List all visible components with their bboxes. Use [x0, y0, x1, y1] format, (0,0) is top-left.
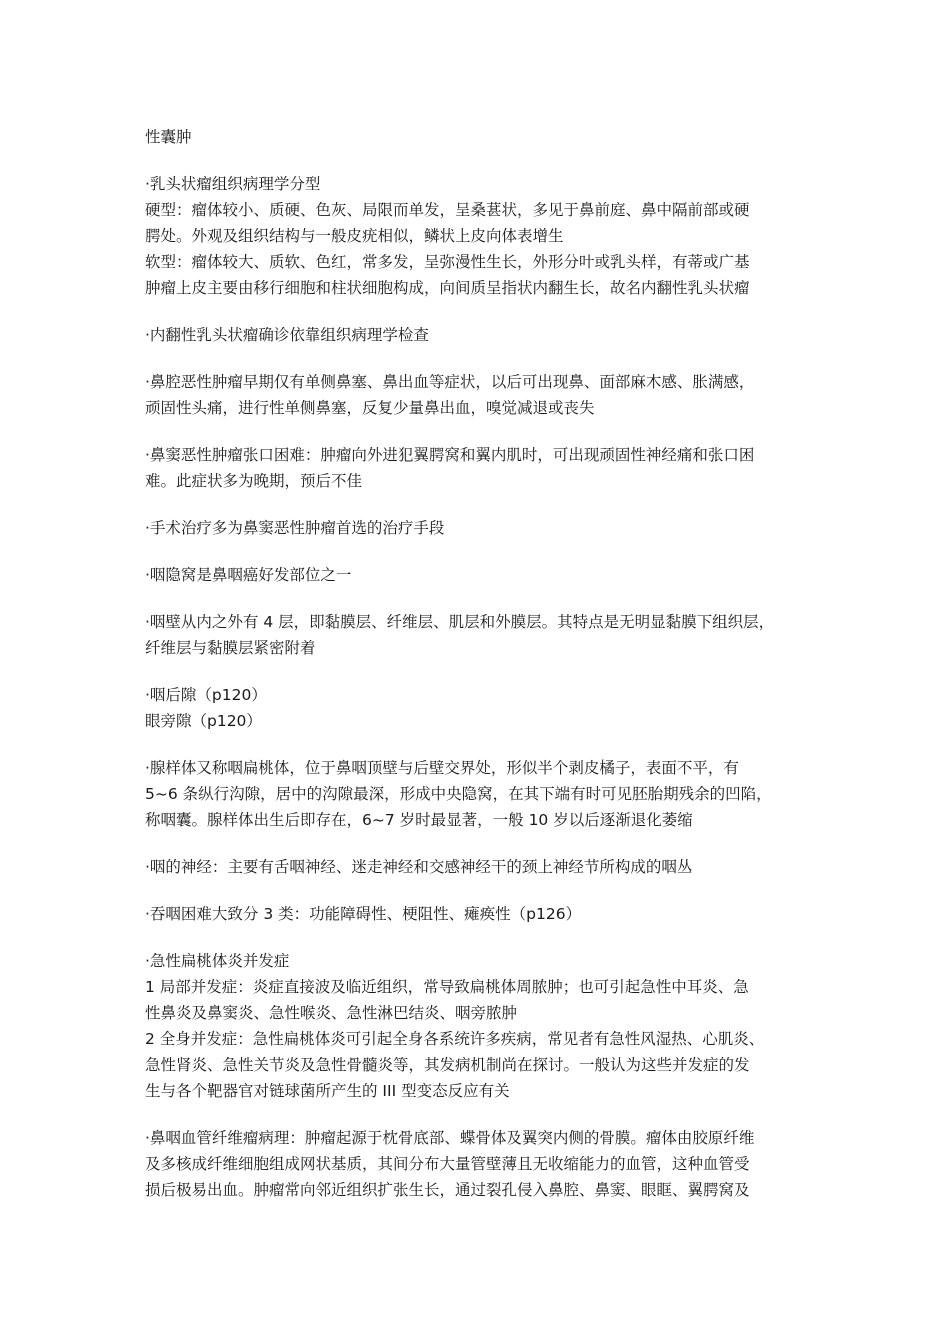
text-line: ·咽的神经：主要有舌咽神经、迷走神经和交感神经干的颈上神经节所构成的咽丛 [145, 858, 693, 876]
paragraph [145, 1125, 825, 1203]
paragraph [145, 755, 825, 833]
text-line: 5~6 条纵行沟隙，居中的沟隙最深，形成中央隐窝，在其下端有时可见胚胎期残余的凹陷， [145, 785, 772, 803]
text-line: 称咽囊。腺样体出生后即存在，6~7 岁时最显著，一般 10 岁以后逐渐退化萎缩 [145, 811, 693, 829]
paragraph-spacer [145, 734, 825, 755]
paragraph-spacer [145, 301, 825, 322]
paragraph-spacer [145, 588, 825, 609]
paragraph-spacer [145, 661, 825, 682]
text-line: 纤维层与黏膜层紧密附着 [145, 639, 316, 657]
paragraph [145, 562, 825, 588]
text-line: 急性肾炎、急性关节炎及急性骨髓炎等，其发病机制尚在探讨。一般认为这些并发症的发 [145, 1056, 750, 1074]
paragraph [145, 515, 825, 541]
paragraph-spacer [145, 150, 825, 171]
text-line: ·腺样体又称咽扁桃体，位于鼻咽顶壁与后壁交界处，形似半个剥皮橘子，表面不平，有 [145, 759, 739, 777]
text-line: 生与各个靶器官对链球菌所产生的 III 型变态反应有关 [145, 1082, 510, 1100]
paragraph [145, 609, 825, 661]
text-line: ·内翻性乳头状瘤确诊依靠组织病理学检查 [145, 326, 429, 344]
text-line: 损后极易出血。肿瘤常向邻近组织扩张生长，通过裂孔侵入鼻腔、鼻窦、眼眶、翼腭窝及 [145, 1181, 750, 1199]
paragraph-spacer [145, 494, 825, 515]
text-line: ·咽后隙（p120） [145, 686, 267, 704]
text-line: 腭处。外观及组织结构与一般皮疣相似，鳞状上皮向体表增生 [145, 227, 564, 245]
paragraph-spacer [145, 927, 825, 948]
paragraph [145, 322, 825, 348]
paragraph [145, 901, 825, 927]
paragraph-spacer [145, 1104, 825, 1125]
paragraph-spacer [145, 880, 825, 901]
text-line: ·鼻窦恶性肿瘤张口困难：肿瘤向外进犯翼腭窝和翼内肌时，可出现顽固性神经痛和张口困 [145, 446, 755, 464]
text-line: ·急性扁桃体炎并发症 [145, 952, 290, 970]
text-line: ·咽壁从内之外有 4 层，即黏膜层、纤维层、肌层和外膜层。其特点是无明显黏膜下组织层， [145, 613, 775, 631]
paragraph [145, 124, 825, 150]
paragraph [145, 369, 825, 421]
text-line: 顽固性头痛，进行性单侧鼻塞，反复少量鼻出血，嗅觉减退或丧失 [145, 399, 595, 417]
paragraph-spacer [145, 541, 825, 562]
text-line: 硬型：瘤体较小、质硬、色灰、局限而单发，呈桑葚状，多见于鼻前庭、鼻中隔前部或硬 [145, 201, 750, 219]
paragraph-spacer [145, 348, 825, 369]
text-line: 难。此症状多为晚期，预后不佳 [145, 472, 363, 490]
text-line: 1 局部并发症：炎症直接波及临近组织，常导致扁桃体周脓肿；也可引起急性中耳炎、急 [145, 978, 749, 996]
text-line: ·手术治疗多为鼻窦恶性肿瘤首选的治疗手段 [145, 519, 445, 537]
paragraph [145, 171, 825, 301]
text-line: ·咽隐窝是鼻咽癌好发部位之一 [145, 566, 352, 584]
text-line: 2 全身并发症：急性扁桃体炎可引起全身各系统许多疾病，常见者有急性风湿热、心肌炎、 [145, 1030, 765, 1048]
text-line: 及多核成纤维细胞组成网状基质，其间分布大量管壁薄且无收缩能力的血管，这种血管受 [145, 1155, 750, 1173]
document-page [145, 124, 825, 1203]
text-line: 软型：瘤体较大、质软、色红，常多发，呈弥漫性生长，外形分叶或乳头样，有蒂或广基 [145, 253, 750, 271]
text-line: 眼旁隙（p120） [145, 712, 262, 730]
text-line: 性鼻炎及鼻窦炎、急性喉炎、急性淋巴结炎、咽旁脓肿 [145, 1004, 518, 1022]
paragraph [145, 442, 825, 494]
text-line: ·鼻咽血管纤维瘤病理：肿瘤起源于枕骨底部、蝶骨体及翼突内侧的骨膜。瘤体由胶原纤维 [145, 1129, 755, 1147]
text-line: 肿瘤上皮主要由移行细胞和柱状细胞构成，向间质呈指状内翻生长，故名内翻性乳头状瘤 [145, 279, 750, 297]
paragraph [145, 854, 825, 880]
text-line: ·吞咽困难大致分 3 类：功能障碍性、梗阻性、瘫痪性（p126） [145, 905, 582, 923]
paragraph-spacer [145, 833, 825, 854]
text-line: ·乳头状瘤组织病理学分型 [145, 175, 321, 193]
paragraph [145, 948, 825, 1104]
paragraph-spacer [145, 421, 825, 442]
text-line: ·鼻腔恶性肿瘤早期仅有单侧鼻塞、鼻出血等症状，以后可出现鼻、面部麻木感、胀满感， [145, 373, 755, 391]
text-line: 性囊肿 [145, 128, 192, 146]
paragraph [145, 682, 825, 734]
